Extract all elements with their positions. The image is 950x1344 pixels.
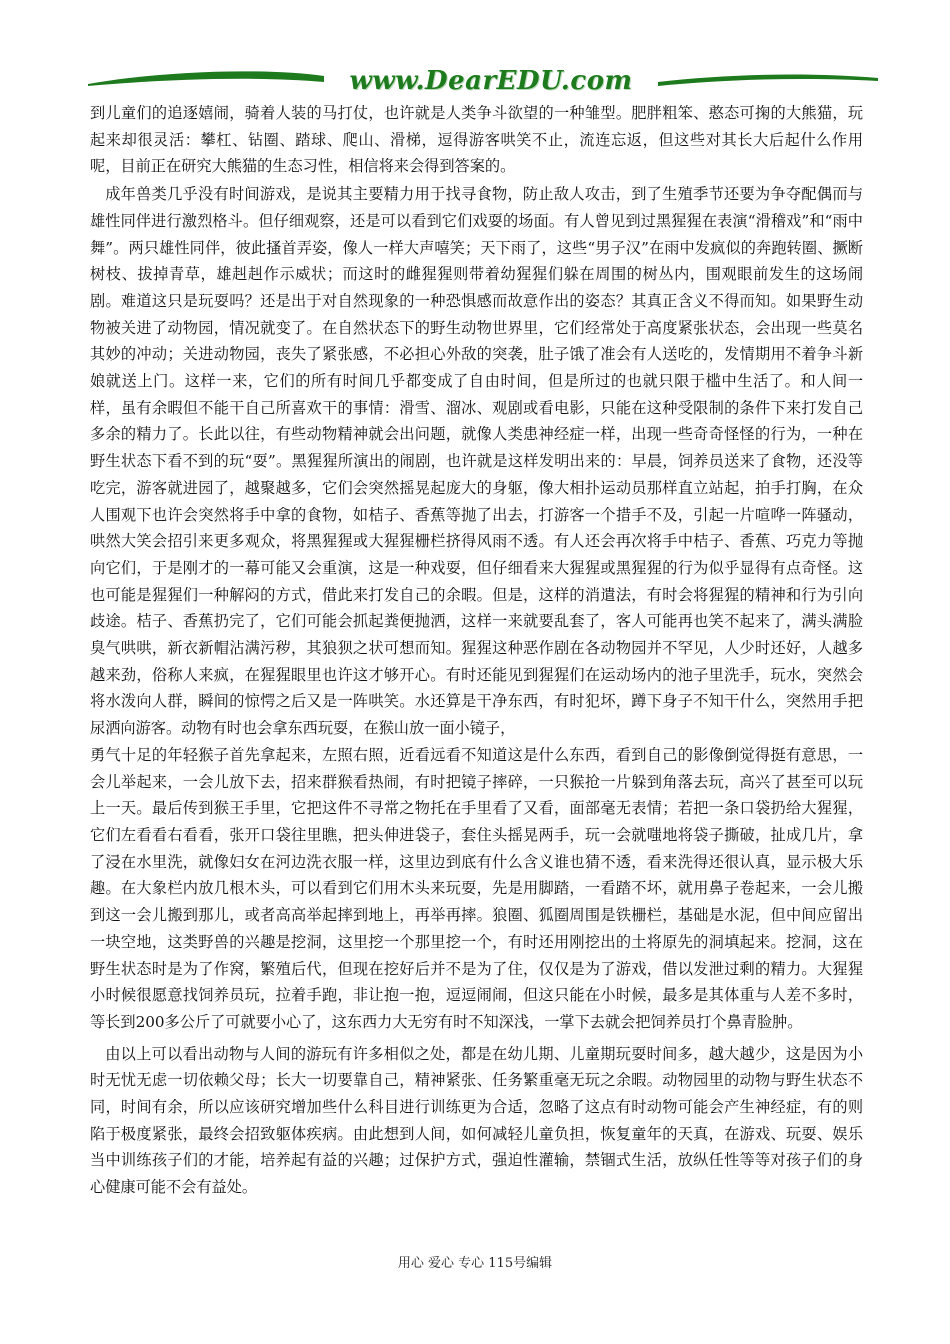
paragraph: 由以上可以看出动物与人间的游玩有许多相似之处，都是在幼儿期、儿童期玩耍时间多，越大越少，这是因为小时无忧无虑一切依赖父母；长大一切要靠自己，精神紧张、任务繁重毫无玩之余暇。动物园里的动物与野生状态不同，时间有余，所以应该研究增加些什么科目进行训练更为合适，忽略了这点有时动物可能会产生神经症，有的则陷于极度紧张，最终会招致躯体疾病。由此想到人间，如何减轻儿童负担，恢复童年的天真，在游戏、玩耍、娱乐当中训练孩子们的才能，培养起有益的兴趣；过保护方式，强迫性灌输，禁锢式生活，放纵任性等等对孩子们的身心健康可能不会有益处。 [90,1044,863,1197]
paragraph: 成年兽类几乎没有时间游戏，是说其主要精力用于找寻食物，防止敌人攻击，到了生殖季节还要为争夺配偶而与雄性同伴进行激烈格斗。但仔细观察，还是可以看到它们戏耍的场面。有人曾见到过黑猩猩在表演“滑稽戏”和“雨中舞”。两只雄性同伴，彼此搔首弄姿，像人一样大声嘻笑；天下雨了，这些“男子汉”在雨中发疯似的奔跑转圈、撅断树枝、拔掉青草，雄赳赳作示威状；而这时的雌猩猩则带着幼猩猩们躲在周围的树丛内，围观眼前发生的这场闹剧。难道这只是玩耍吗？还是出于对自然现象的一种恐惧感而故意作出的姿态？其真正含义不得而知。如果野生动物被关进了动物园，情况就变了。在自然状态下的野生动物世界里，它们经常处于高度紧张状态，会出现一些莫名其妙的冲动；关进动物园，丧失了紧张感，不必担心外敌的突袭，肚子饿了准会有人送吃的，发情期用不着争斗新娘就送上门。这样一来，它们的所有时间几乎都变成了自由时间，但是所过的也就只限于槛中生活了。和人间一样，虽有余暇但不能干自己所喜欢干的事情：滑雪、溜冰、观剧或看电影，只能在这种受限制的条件下来打发自己多余的精力了。长此以往，有些动物精神就会出问题，就像人类患神经症一样，出现一些奇奇怪怪的行为，一种在野生状态下看不到的玩“耍”。黑猩猩所演出的闹剧，也许就是这样发明出来的：早晨，饲养员送来了食物，还没等吃完，游客就进园了，越聚越多，它们会突然摇晃起庞大的身躯，像大相扑运动员那样直立站起，拍手打胸，在众人围观下也许会突然将手中拿的食物，如桔子、香蕉等抛了出去，打游客一个措手不及，引起一片喧哗一阵骚动，哄然大笑会招引来更多观众，将黑猩猩或大猩猩栅栏挤得风雨不透。有人还会再次将手中桔子、香蕉、巧克力等抛向它们，于是刚才的一幕可能又会重演，这是一种戏耍，但仔细看来大猩猩或黑猩猩的行为似乎显得有点奇怪。这也可能是猩猩们一种解闷的方式，借此来打发自己的余暇。但是，这样的消遣法，有时会将猩猩的精神和行为引向歧途。桔子、香蕉扔完了，它们可能会抓起粪便抛洒，这样一来就要乱套了，客人可能再也笑不起来了，满头满脸臭气哄哄，新衣新帽沾满污秽，其狼狈之状可想而知。猩猩这种恶作剧在各动物园并不罕见，人少时还好，人越多越来劲，俗称人来疯，在猩猩眼里也许这才够开心。有时还能见到猩猩们在运动场内的池子里洗手，玩水，突然会将水泼向人群，瞬间的惊愕之后又是一阵哄笑。水还算是干净东西，有时犯坏，蹲下身子不知干什么，突然用手把尿洒向游客。动物有时也会拿东西玩耍，在猴山放一面小镜子， [90,185,863,738]
paragraph: 到儿童们的追逐嬉闹，骑着人装的马打仗，也许就是人类争斗欲望的一种雏型。肥胖粗笨、憨态可掬的大熊猫，玩起来却很灵活：攀杠、钻圈、踏球、爬山、滑梯，逗得游客哄笑不止，流连忘返，但这些对其长大后起什么作用呢，目前正在研究大熊猫的生态习性，相信将来会得到答案的。 [90,104,863,176]
site-header [88,62,878,98]
article-body [90,100,863,1201]
site-logo[interactable]: www.DearEDU.com [349,66,633,96]
paragraph: 勇气十足的年轻猴子首先拿起来，左照右照，近看远看不知道这是什么东西，看到自己的影像倒觉得挺有意思，一会儿举起来，一会儿放下去，招来群猴看热闹，有时把镜子摔碎，一只猴抢一片躲到角落去玩，高兴了甚至可以玩上一天。最后传到猴王手里，它把这件不寻常之物托在手里看了又看，面部毫无表情；若把一条口袋扔给大猩猩，它们左看看右看看，张开口袋往里瞧，把头伸进袋子，套住头摇晃两手，玩一会就嗤地将袋子撕破，扯成几片，拿了浸在水里洗，就像妇女在河边洗衣服一样，这里边到底有什么含义谁也猜不透，看来洗得还很认真，显示极大乐趣。在大象栏内放几根木头，可以看到它们用木头来玩耍，先是用脚踏，一看踏不坏，就用鼻子卷起来，一会儿搬到这一会儿搬到那儿，或者高高举起摔到地上，再举再摔。狼圈、狐圈周围是铁栅栏，基础是水泥，但中间应留出一块空地，这类野兽的兴趣是挖洞，这里挖一个那里挖一个，有时还用刚挖出的土将原先的洞填起来。挖洞，这在野生状态时是为了作窝，繁殖后代，但现在挖好后并不是为了住，仅仅是为了游戏，借以发泄过剩的精力。大猩猩小时候很愿意找饲养员玩，拉着手跑，非让抱一抱，逗逗闹闹，但这只能在小时候，最多是其体重与人差不多时，等长到200多公斤了可就要小心了，这东西力大无穷有时不知深浅，一掌下去就会把饲养员打个鼻青脸肿。 [90,745,863,1031]
page-footer: 用心 爱心 专心 115号编辑 [397,1256,553,1271]
